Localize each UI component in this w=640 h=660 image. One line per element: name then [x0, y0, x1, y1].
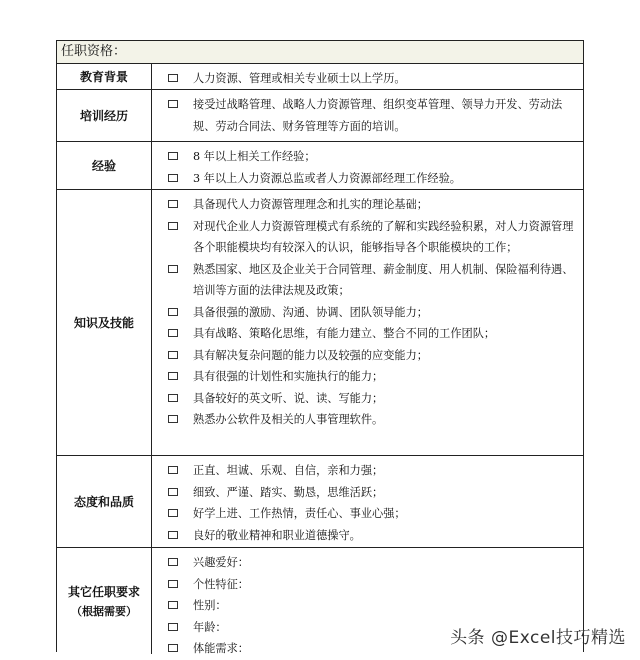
section-title-text: 教育背景 — [79, 70, 128, 84]
section-title-text: 经验 — [91, 159, 116, 173]
item-text: 熟悉国家、地区及企业关于合同管理、薪金制度、用人机制、保险福利待遇、培训等方面的法律法规及政策； — [193, 262, 574, 297]
checklist-item — [168, 146, 577, 168]
section-title-text: 态度和品质 — [73, 495, 134, 509]
checkbox-icon[interactable] — [168, 200, 178, 208]
section-items — [152, 456, 583, 547]
item-text: 良好的敬业精神和职业道德操守。 — [193, 528, 361, 542]
checkbox-icon[interactable] — [168, 601, 178, 609]
item-text: 具有战略、策略化思维，有能力建立、整合不同的工作团队； — [193, 327, 496, 340]
section-row — [57, 190, 583, 456]
checkbox-icon[interactable] — [168, 466, 178, 474]
checkbox-icon[interactable] — [168, 329, 178, 337]
section-row — [57, 456, 583, 548]
checkbox-icon[interactable] — [168, 100, 178, 108]
item-text: 对现代企业人力资源管理模式有系统的了解和实践经验积累，对人力资源管理各个职能模块均有较深入的认识，能够指导各个职能模块的工作； — [193, 219, 574, 254]
item-text: 8 年以上相关工作经验； — [193, 150, 316, 163]
section-row — [57, 142, 583, 190]
item-text: 兴趣爱好： — [193, 556, 249, 569]
checklist-item — [168, 595, 577, 617]
checkbox-icon[interactable] — [168, 372, 178, 380]
checklist-item — [168, 525, 577, 547]
checklist-item — [168, 552, 577, 574]
item-text: 3 年以上人力资源总监或者人力资源部经理工作经验。 — [193, 171, 461, 185]
item-text: 具备现代人力资源管理理念和扎实的理论基础； — [193, 198, 428, 211]
checklist-item — [168, 482, 577, 504]
item-text: 具备较好的英文听、说、读、写能力； — [193, 391, 384, 405]
checklist-item — [168, 388, 577, 410]
checklist-item — [168, 68, 577, 90]
checkbox-icon[interactable] — [168, 531, 178, 539]
item-text: 接受过战略管理、战略人力资源管理、组织变革管理、领导力开发、劳动法规、劳动合同法、财务管理等方面的培训。 — [193, 98, 563, 133]
checklist-item — [168, 345, 577, 367]
section-items — [152, 90, 583, 141]
checkbox-icon[interactable] — [168, 222, 178, 230]
checkbox-icon[interactable] — [168, 265, 178, 273]
item-text: 具有很强的计划性和实施执行的能力； — [193, 370, 384, 383]
item-text: 具备很强的激励、沟通、协调、团队领导能力； — [193, 305, 428, 319]
section-items — [152, 64, 583, 89]
item-text: 具有解决复杂问题的能力以及较强的应变能力； — [193, 348, 428, 362]
section-title — [57, 90, 152, 141]
checklist-item — [168, 409, 577, 431]
checkbox-icon[interactable] — [168, 152, 178, 160]
checkbox-icon[interactable] — [168, 351, 178, 359]
section-title — [57, 456, 152, 547]
section-title — [57, 548, 152, 654]
checkbox-icon[interactable] — [168, 509, 178, 517]
checkbox-icon[interactable] — [168, 308, 178, 316]
item-text: 好学上进、工作热情，责任心、事业心强； — [193, 507, 406, 520]
item-text: 熟悉办公软件及相关的人事管理软件。 — [193, 413, 384, 426]
checklist-item — [168, 216, 577, 259]
checkbox-icon[interactable] — [168, 394, 178, 402]
section-items — [152, 190, 583, 455]
item-text: 个性特征： — [193, 577, 249, 591]
checklist-item — [168, 574, 577, 596]
checklist-item — [168, 259, 577, 302]
item-text: 正直、坦诚、乐观、自信，亲和力强； — [193, 464, 384, 477]
item-text: 年龄： — [193, 620, 227, 634]
section-title-text: 其它任职要求 — [67, 585, 140, 599]
checklist-item — [168, 302, 577, 324]
section-title — [57, 190, 152, 455]
section-title — [57, 64, 152, 89]
checkbox-icon[interactable] — [168, 488, 178, 496]
checklist-item — [168, 194, 577, 216]
checkbox-icon[interactable] — [168, 174, 178, 182]
checklist-item — [168, 503, 577, 525]
section-row — [57, 90, 583, 142]
section-title-text: 培训经历 — [79, 109, 128, 123]
checkbox-icon[interactable] — [168, 580, 178, 588]
checklist-item — [168, 168, 577, 190]
item-text: 细致、严谨、踏实、勤恳，思维活跃； — [193, 485, 384, 499]
checklist-item — [168, 366, 577, 388]
checkbox-icon[interactable] — [168, 74, 178, 82]
qualification-table — [56, 40, 584, 655]
checkbox-icon[interactable] — [168, 558, 178, 566]
item-text: 体能需求： — [193, 642, 249, 655]
checkbox-icon[interactable] — [168, 415, 178, 423]
item-text: 人力资源、管理或相关专业硕士以上学历。 — [193, 72, 406, 85]
section-title — [57, 142, 152, 189]
item-text: 性别： — [193, 599, 227, 612]
watermark-label: 头条 @Excel技巧精选 — [450, 628, 626, 648]
section-items — [152, 142, 583, 189]
table-header: 任职资格： — [57, 41, 583, 64]
checklist-item — [168, 323, 577, 345]
section-row — [57, 64, 583, 90]
checklist-item — [168, 94, 577, 137]
section-subtitle: （根据需要） — [71, 605, 137, 618]
checkbox-icon[interactable] — [168, 623, 178, 631]
section-title-text: 知识及技能 — [73, 316, 134, 330]
checkbox-icon[interactable] — [168, 644, 178, 652]
checklist-item — [168, 460, 577, 482]
